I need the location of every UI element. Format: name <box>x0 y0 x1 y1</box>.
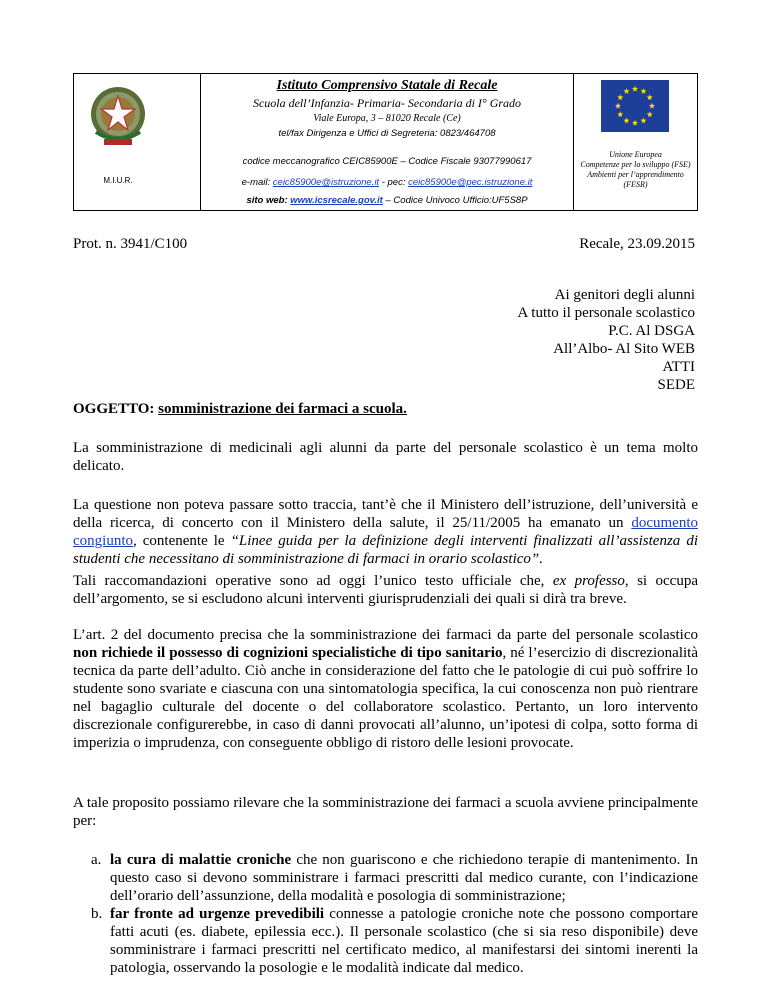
letterhead-center-cell <box>201 74 574 210</box>
list-item <box>91 905 698 977</box>
paragraph-1: La somministrazione di medicinali agli alunni da parte del personale scolastico è un tema molto delicato. <box>73 440 698 474</box>
recipient-line: P.C. Al DSGA <box>608 323 695 339</box>
web-prefix: sito web: <box>246 195 291 206</box>
recipient-line: ATTI <box>662 359 695 375</box>
miur-label: M.I.U.R. <box>103 176 133 185</box>
institute-subtitle: Scuola dell’Infanzia- Primaria- Secondaria di I° Grado <box>252 96 522 110</box>
recipient-line: All’Albo- Al Sito WEB <box>553 341 695 357</box>
institute-address: Viale Europa, 3 – 81020 Recale (Ce) <box>313 113 461 124</box>
list-marker: a. <box>91 852 102 868</box>
institute-phone: tel/fax Dirigenza e Uffici di Segreteria: 0823/464708 <box>278 128 496 139</box>
paragraph-4 <box>73 626 698 752</box>
institute-web-line <box>201 195 573 206</box>
list-item <box>91 851 698 905</box>
letterhead-right-cell <box>574 74 697 210</box>
letterhead-left-cell <box>74 74 201 210</box>
paragraph-5: A tale proposito possiamo rilevare che la somministrazione dei farmaci a scuola avviene principalmente per: <box>73 795 698 829</box>
eu-caption <box>578 150 693 190</box>
documento-congiunto-link[interactable]: documento congiunto <box>73 515 698 549</box>
list-item-bold: la cura di malattie croniche <box>110 852 292 868</box>
subject-text: somministrazione dei farmaci a scuola. <box>158 401 407 417</box>
eu-caption-line2: Competenze per lo sviluppo (FSE) <box>580 160 691 169</box>
recipient-line: A tutto il personale scolastico <box>517 305 695 321</box>
list-item-text <box>110 905 698 977</box>
subject-label: OGGETTO: <box>73 401 159 417</box>
p3-text-a: Tali raccomandazioni operative sono ad oggi l’unico testo ufficiale che, <box>73 573 553 589</box>
list-item-body: che non guariscono e che richiedono terapie di mantenimento. In questo caso si devono somministrare i farmaci prescritti dal medico curante, con l’indicazione dell’orario dell’assunzione, della modalità e posologia di somministrazione; <box>110 852 698 904</box>
italian-republic-emblem-icon <box>88 84 148 148</box>
p3-italic: ex professo <box>552 573 625 589</box>
recipients-block <box>518 286 695 394</box>
eu-caption-line3: Ambienti per l’apprendimento (FESR) <box>587 170 684 189</box>
website-link[interactable]: www.icsrecale.gov.it <box>290 195 383 206</box>
web-suffix: – Codice Univoco Ufficio:UF5S8P <box>382 195 528 206</box>
institute-email-line <box>201 177 573 188</box>
list-item-bold: far fronte ad urgenze prevedibili <box>110 906 325 922</box>
subject-line <box>73 401 407 418</box>
list-item-text <box>110 851 698 905</box>
recipient-line: Ai genitori degli alunni <box>554 287 695 303</box>
p4-text-b: , né l’esercizio di discrezionalità tecnica da parte dell’adulto. Ciò anche in considerazione del fatto che le patologie di cui può soffrire lo studente sono svariate e ciascuna con una sintomatologia specifica, la cui conoscenza non può rientrare nel bagaglio culturale del docente o del collaboratore scolastico. Pertanto, un loro intervento discrezionale configurerebbe, in caso di danni provocati all’alunno, un’ipotesi di colpa, sotto forma di imperizia o imprudenza, con conseguente obbligo di ristoro delle lesioni provocate. <box>73 645 699 751</box>
list-marker: b. <box>91 906 103 922</box>
pec-prefix: - pec: <box>379 177 409 188</box>
recipient-line: SEDE <box>657 377 695 393</box>
letterhead <box>73 73 698 211</box>
paragraph-3 <box>73 572 698 608</box>
p2-quote: “Linee guida per la definizione degli interventi finalizzati all’assistenza di studenti che necessitano di somministrazione di farmaci in orario scolastico”. <box>73 533 698 567</box>
institute-title: Istituto Comprensivo Statale di Recale <box>276 78 498 93</box>
p2-text-b: , contenente le <box>133 533 231 549</box>
eu-caption-line1: Unione Europea <box>609 150 662 159</box>
pec-link[interactable]: ceic85900e@pec.istruzione.it <box>408 177 533 188</box>
list-item-body: connesse a patologie croniche note che possono comportare fatti acuti (es. diabete, epilessia ecc.). Il personale scolastico (che si sia reso disponibile) deve somministrare i farmaci prescritti nel certificato medico, al manifestarsi dei sintomi inerenti la patologia, osservando la posologie e le modalità indicate dal medico. <box>110 906 698 976</box>
paragraph-2 <box>73 496 698 568</box>
protocol-number: Prot. n. 3941/C100 <box>73 236 188 252</box>
p3-text-b: , si occupa dell’argomento, se si escludono alcuni interventi giurisprudenziali dei quali si dirà tra breve. <box>73 573 698 607</box>
p4-text-a: L’art. 2 del documento precisa che la somministrazione dei farmaci da parte del personale scolastico <box>73 627 698 643</box>
eu-flag-icon <box>601 80 669 132</box>
usage-list <box>91 851 698 977</box>
letter-date: Recale, 23.09.2015 <box>579 236 695 252</box>
p2-text-a: La questione non poteva passare sotto traccia, tant’è che il Ministero dell’istruzione, dell’università e della ricerca, di concerto con il Ministero della salute, il 25/11/2005 ha emanato un <box>73 497 698 531</box>
institute-codes: codice meccanografico CEIC85900E – Codice Fiscale 93077990617 <box>242 156 532 167</box>
p4-bold: non richiede il possesso di cognizioni specialistiche di tipo sanitario <box>73 645 503 661</box>
email-link[interactable]: ceic85900e@istruzione.it <box>272 177 380 188</box>
email-prefix: e-mail: <box>241 177 273 188</box>
